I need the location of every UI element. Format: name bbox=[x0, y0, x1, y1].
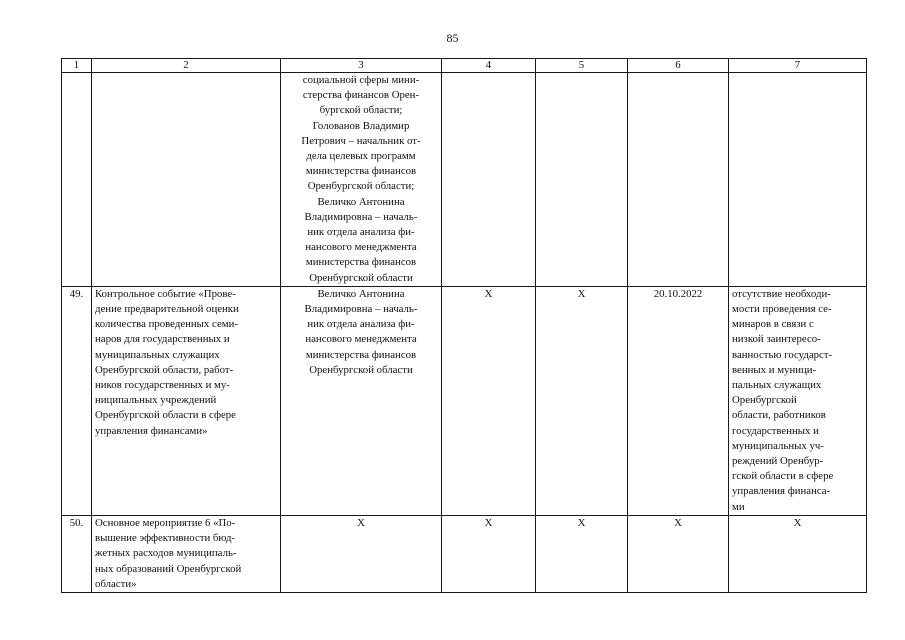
cell-line: минаров в связи с bbox=[732, 318, 814, 331]
col4-cell bbox=[442, 73, 536, 287]
cell-line: Контрольное событие «Прове- bbox=[95, 287, 236, 300]
cell-line: муниципальных служащих bbox=[95, 348, 220, 361]
cell-line: пальных служащих bbox=[732, 379, 822, 392]
cell-line: вышение эффективности бюд- bbox=[95, 532, 236, 545]
cell-line: жетных расходов муниципаль- bbox=[95, 547, 237, 560]
table-header-row bbox=[62, 59, 867, 73]
event-cell bbox=[92, 73, 281, 287]
row-number-cell: 50. bbox=[62, 515, 92, 592]
responsible-cell bbox=[281, 515, 442, 592]
cell-line: Петрович – начальник от- bbox=[301, 134, 421, 147]
cell-line: количества проведенных семи- bbox=[95, 318, 238, 331]
cell-line: отсутствие необходи- bbox=[732, 287, 831, 300]
cell-line: ник отдела анализа фи- bbox=[307, 226, 415, 239]
document-table bbox=[61, 58, 867, 593]
comment-cell bbox=[729, 73, 867, 287]
cell-line: Оренбургской области в сфере bbox=[95, 409, 236, 422]
cell-line: управления финансами» bbox=[95, 424, 208, 437]
cell-line: стерства финансов Орен- bbox=[302, 89, 420, 102]
cell-line: управления финанса- bbox=[732, 485, 831, 498]
cell-line: области, работников bbox=[732, 409, 826, 422]
cell-line: дела целевых программ bbox=[306, 150, 416, 163]
cell-line: Оренбургской области bbox=[309, 363, 413, 376]
cell-line: Голованов Владимир bbox=[312, 119, 410, 132]
date-cell: Х bbox=[628, 515, 729, 592]
row-number-cell bbox=[62, 73, 92, 287]
cell-line: области» bbox=[95, 577, 137, 590]
cell-line: Величко Антонина bbox=[317, 287, 405, 300]
cell-line: социальной сферы мини- bbox=[302, 74, 420, 86]
row-number-cell: 49. bbox=[62, 286, 92, 515]
cell-line: министерства финансов bbox=[305, 256, 417, 269]
col4-cell: Х bbox=[442, 515, 536, 592]
cell-line: бургской области; bbox=[319, 104, 403, 117]
responsible-cell bbox=[281, 286, 442, 515]
cell-line: Оренбургской области; bbox=[307, 180, 415, 193]
cell-line: министерства финансов bbox=[305, 165, 417, 178]
cell-line: наров для государственных и bbox=[95, 333, 230, 346]
cell-line: мости проведения се- bbox=[732, 303, 832, 316]
cell-line: министерства финансов bbox=[305, 348, 417, 361]
event-cell bbox=[92, 515, 281, 592]
column-header: 1 bbox=[62, 59, 92, 73]
column-header: 4 bbox=[442, 59, 536, 73]
cell-line: ванностью государст- bbox=[732, 348, 833, 361]
cell-line: венных и муници- bbox=[732, 363, 817, 376]
col4-cell: Х bbox=[442, 286, 536, 515]
responsible-cell bbox=[281, 73, 442, 287]
cell-line: ниципальных учреждений bbox=[95, 394, 217, 407]
col5-cell bbox=[536, 73, 628, 287]
col5-cell: Х bbox=[536, 515, 628, 592]
cell-line: государственных и bbox=[732, 424, 819, 437]
cell-line: нансового менеджмента bbox=[305, 333, 417, 346]
date-cell: 20.10.2022 bbox=[628, 286, 729, 515]
page-number: 85 bbox=[446, 31, 459, 45]
column-header: 2 bbox=[92, 59, 281, 73]
table-row bbox=[62, 286, 867, 515]
cell-line: Оренбургской области, работ- bbox=[95, 363, 234, 376]
cell-line: Х bbox=[793, 516, 802, 529]
comment-cell bbox=[729, 515, 867, 592]
cell-line: гской области в сфере bbox=[732, 470, 834, 483]
cell-line: ник отдела анализа фи- bbox=[307, 318, 415, 331]
cell-line: дение предварительной оценки bbox=[95, 303, 239, 316]
cell-line: Владимировна – началь- bbox=[304, 210, 418, 223]
cell-line: нансового менеджмента bbox=[305, 241, 417, 254]
cell-line: ми bbox=[732, 500, 745, 513]
cell-line: муниципальных уч- bbox=[732, 439, 824, 452]
cell-line: низкой заинтересо- bbox=[732, 333, 821, 346]
col5-cell: Х bbox=[536, 286, 628, 515]
column-header: 3 bbox=[281, 59, 442, 73]
cell-line: реждений Оренбур- bbox=[732, 455, 824, 468]
date-cell bbox=[628, 73, 729, 287]
cell-line: Основное мероприятие 6 «По- bbox=[95, 516, 236, 529]
cell-line: Оренбургской bbox=[732, 394, 797, 407]
table-row bbox=[62, 515, 867, 592]
cell-line: Величко Антонина bbox=[317, 195, 405, 208]
cell-line: ных образований Оренбургской bbox=[95, 562, 242, 575]
column-header: 6 bbox=[628, 59, 729, 73]
cell-line: Владимировна – началь- bbox=[304, 303, 418, 316]
column-header: 7 bbox=[729, 59, 867, 73]
cell-line: ников государственных и му- bbox=[95, 379, 230, 392]
event-cell bbox=[92, 286, 281, 515]
cell-line: Х bbox=[357, 516, 365, 529]
comment-cell bbox=[729, 286, 867, 515]
cell-line: Оренбургской области bbox=[309, 271, 413, 284]
column-header: 5 bbox=[536, 59, 628, 73]
table-row bbox=[62, 73, 867, 287]
